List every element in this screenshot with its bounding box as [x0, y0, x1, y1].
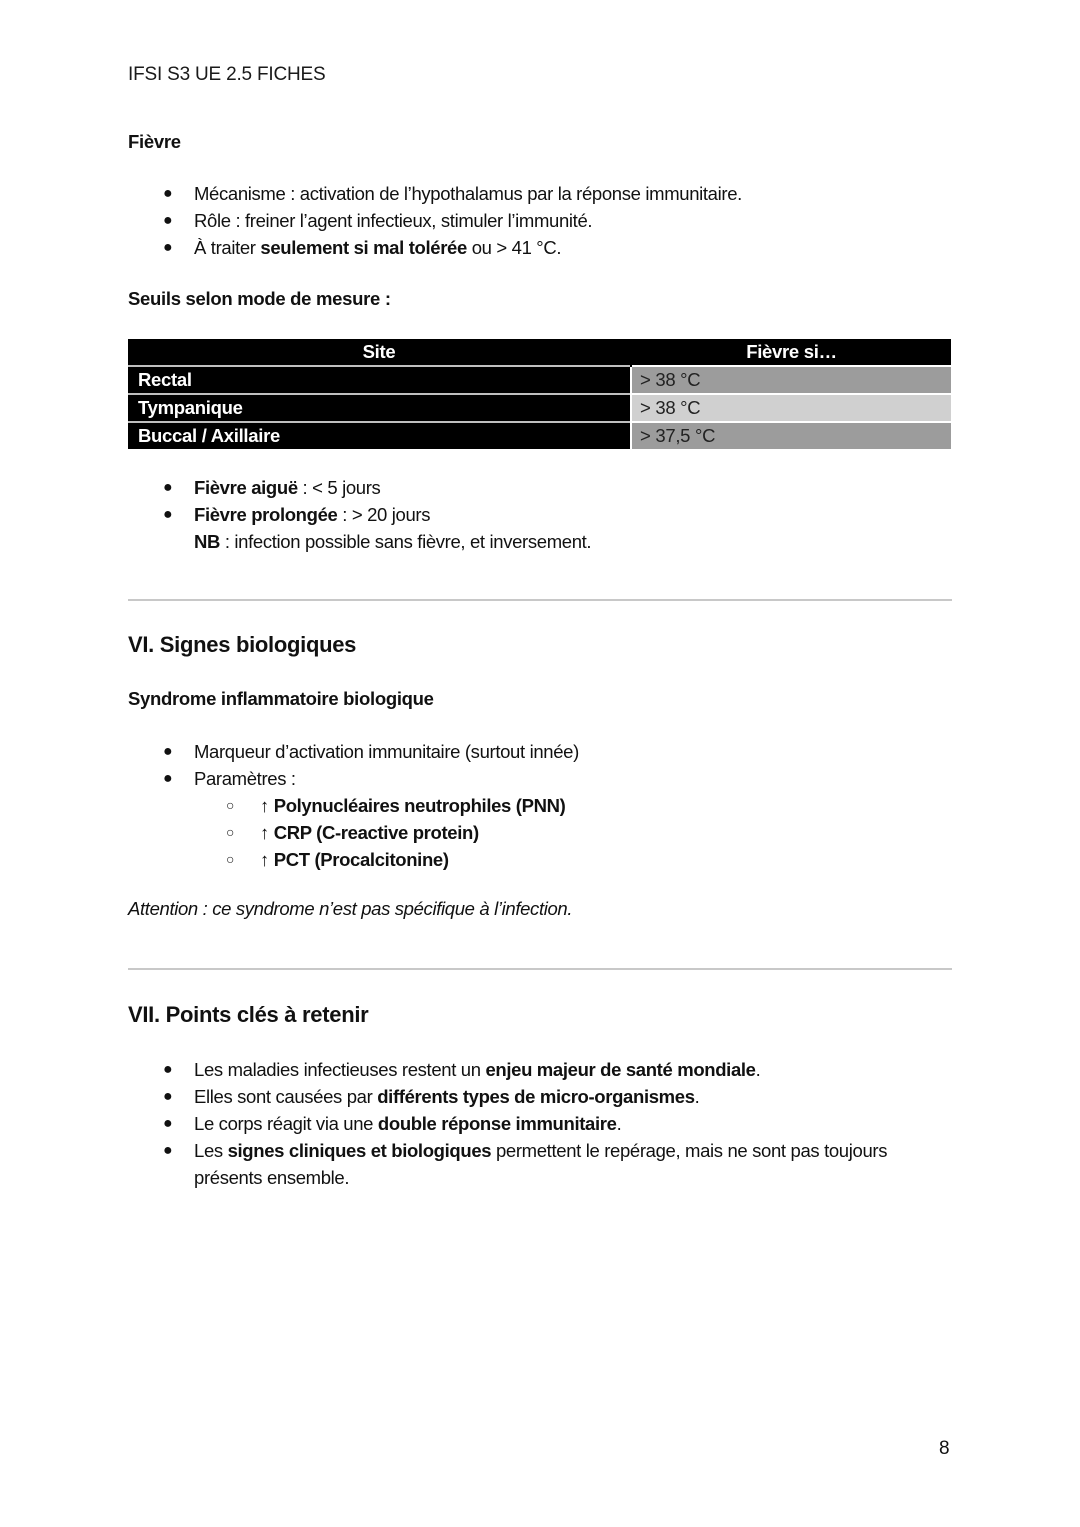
bullet-icon: ● [163, 185, 173, 202]
syndrome-bullet-list [128, 738, 958, 873]
table-row [128, 422, 951, 449]
list-item: ● Les signes cliniques et biologiques permettent le repérage, mais ne sont pas toujours présents ensemble. [128, 1137, 958, 1191]
threshold-cell: > 38 °C [631, 394, 951, 422]
list-item: ● Le corps réagit via une double réponse immunitaire. [128, 1110, 958, 1137]
arrow-up-icon: ↑ [260, 849, 269, 870]
list-item: ● Fièvre aiguë : < 5 jours [128, 474, 958, 501]
threshold-cell: > 37,5 °C [631, 422, 951, 449]
list-item: ○ ↑ PCT (Procalcitonine) [128, 846, 958, 873]
bullet-icon: ● [163, 1088, 173, 1105]
list-item: ● Rôle : freiner l’agent infectieux, stimuler l’immunité. [128, 207, 958, 234]
table-row [128, 366, 951, 394]
column-header-site: Site [128, 339, 631, 366]
bullet-icon: ● [163, 1061, 173, 1078]
bullet-icon: ● [163, 479, 173, 496]
site-cell: Buccal / Axillaire [128, 422, 631, 449]
seuils-table [128, 339, 951, 449]
table-header-row [128, 339, 951, 366]
section-title-signes-biologiques: VI. Signes biologiques [128, 632, 357, 657]
arrow-up-icon: ↑ [260, 822, 269, 843]
column-header-fievre-si: Fièvre si… [631, 339, 951, 366]
bullet-icon: ● [163, 239, 173, 256]
parametres-list [128, 792, 958, 873]
list-item: ○ ↑ CRP (C-reactive protein) [128, 819, 958, 846]
page-header-title: IFSI S3 UE 2.5 FICHES [128, 64, 326, 85]
circle-bullet-icon: ○ [226, 851, 235, 867]
list-item: ● Elles sont causées par différents types de micro-organismes. [128, 1083, 958, 1110]
list-item: ● Marqueur d’activation immunitaire (surtout innée) [128, 738, 958, 765]
bullet-icon: ● [163, 506, 173, 523]
section-title-points-cles: VII. Points clés à retenir [128, 1002, 369, 1027]
points-cles-list [128, 1056, 958, 1191]
section-divider [128, 968, 952, 970]
list-item: ● Fièvre prolongée : > 20 jours [128, 501, 958, 528]
list-item: ● Les maladies infectieuses restent un enjeu majeur de santé mondiale. [128, 1056, 958, 1083]
arrow-up-icon: ↑ [260, 795, 269, 816]
circle-bullet-icon: ○ [226, 797, 235, 813]
list-item: ● Mécanisme : activation de l’hypothalamus par la réponse immunitaire. [128, 180, 958, 207]
list-item: ● À traiter seulement si mal tolérée ou > 41 °C. [128, 234, 958, 261]
nb-note: NB : infection possible sans fièvre, et inversement. [194, 531, 592, 552]
fievre-heading: Fièvre [128, 131, 181, 152]
threshold-cell: > 38 °C [631, 366, 951, 394]
list-item: ● Paramètres : ○ ↑ Polynucléaires neutrophiles (PNN) ○ ↑ CRP (C-reactive protein) ○ ↑ PCT (Procalcitonine) [128, 765, 958, 873]
list-item: ○ ↑ Polynucléaires neutrophiles (PNN) [128, 792, 958, 819]
bullet-icon: ● [163, 1142, 173, 1159]
bullet-icon: ● [163, 743, 173, 760]
site-cell: Rectal [128, 366, 631, 394]
bullet-icon: ● [163, 212, 173, 229]
page-number: 8 [939, 1438, 950, 1459]
fievre-duree-list [128, 474, 958, 555]
seuils-heading: Seuils selon mode de mesure : [128, 288, 391, 309]
table-row [128, 394, 951, 422]
bullet-icon: ● [163, 770, 173, 787]
section-divider [128, 599, 952, 601]
syndrome-heading: Syndrome inflammatoire biologique [128, 688, 434, 709]
circle-bullet-icon: ○ [226, 824, 235, 840]
bullet-icon: ● [163, 1115, 173, 1132]
site-cell: Tympanique [128, 394, 631, 422]
attention-note: Attention : ce syndrome n’est pas spécifique à l’infection. [128, 898, 573, 919]
fievre-bullet-list [128, 180, 958, 261]
